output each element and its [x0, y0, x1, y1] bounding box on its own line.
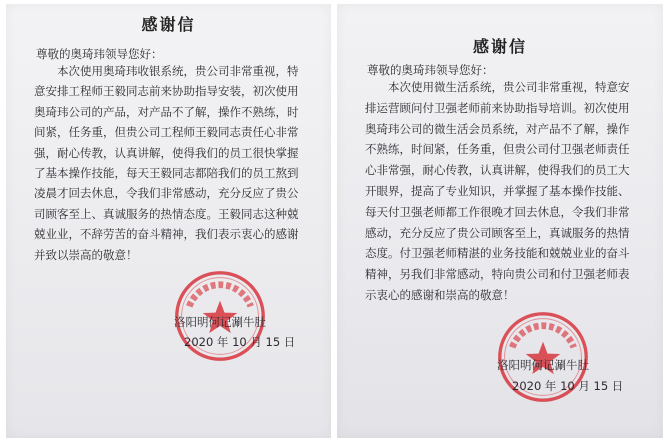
- body-line: 奥琦玮公司的微生活会员系统，对产品不了解，操作: [365, 121, 630, 136]
- signature: 洛阳明何记涮牛肚: [174, 315, 266, 329]
- body-line: 精神，另我们非常感动，特向贵公司和付卫强老师表: [365, 267, 630, 282]
- letter-title: 感谢信: [141, 15, 196, 34]
- body-line: 本次使用奥琦玮收银系统，贵公司非常重视，特: [34, 64, 299, 78]
- body-line: 了基本操作技能，每天王毅同志都陪我们的员工熬到: [34, 166, 299, 181]
- letter-body: [365, 77, 653, 306]
- body-line: 态度。付卫强老师精湛的业务技能和兢兢业业的奋斗: [365, 246, 630, 261]
- body-line: 排运营顾问付卫强老师前来协助指导培训。初次使用: [365, 100, 630, 115]
- letter-salutation: 尊敬的奥琦玮领导您好：: [367, 63, 494, 77]
- body-line: 间紧，任务重，但贵公司工程师王毅同志责任心非常: [34, 125, 299, 140]
- body-line: 本次使用微生活系统，贵公司非常重视，特意安: [365, 80, 630, 94]
- body-line: 示衷心的感谢和崇高的敬意！: [365, 287, 515, 302]
- body-line: 凌晨才回去休息，令我们非常感动，充分反应了贵公: [34, 186, 299, 201]
- body-line: 强，耐心传教，认真讲解，使得我们的员工很快掌握: [34, 145, 299, 160]
- thank-you-letter-left: [6, 4, 331, 438]
- body-line: 奥琦玮公司的产品，对产品不了解，操作不熟练，时: [34, 104, 299, 119]
- signature: 洛阳明何记涮牛肚: [497, 358, 589, 372]
- body-line: 感动，充分反应了贵公司顾客至上，真诚服务的热情: [365, 225, 630, 240]
- letter-title: 感谢信: [472, 37, 527, 56]
- body-line: 司顾客至上、真诚服务的热情态度。王毅同志这种兢: [34, 206, 299, 221]
- body-line: 不熟练，时间紧，任务重，但贵公司付卫强老师责任: [365, 142, 630, 157]
- body-line: 开眼界，提高了专业知识，并掌握了基本操作技能、: [365, 183, 630, 198]
- body-line: 并致以崇高的敬意！: [34, 247, 138, 262]
- body-line: 心非常强，耐心传教，认真讲解，使得我们的员工大: [365, 163, 630, 178]
- letter-body: [34, 61, 318, 265]
- thank-you-letter-right: [337, 4, 663, 438]
- body-line: 意安排工程师王毅同志前来协助指导安装，初次使用: [34, 84, 299, 99]
- letter-salutation: 尊敬的奥琦玮领导您好：: [36, 47, 163, 61]
- letter-date: 2020 年 10 月 15 日: [184, 335, 296, 349]
- body-line: 每天付卫强老师都工作很晚才回去休息，令我们非常: [365, 204, 630, 219]
- body-line: 兢业业，不辞劳苦的奋斗精神，我们表示衷心的感谢: [34, 227, 299, 242]
- letter-date: 2020 年 10 月 15 日: [512, 379, 624, 393]
